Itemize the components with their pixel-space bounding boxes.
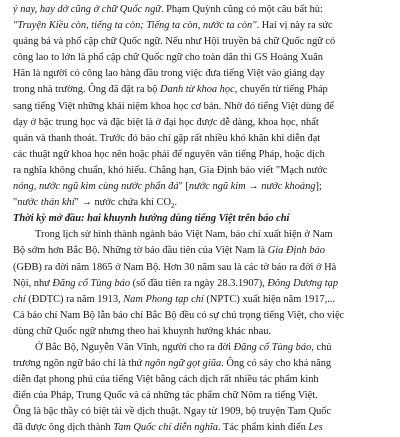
text-line bbox=[13, 260, 386, 276]
italic-text: Les bbox=[308, 422, 323, 434]
text-segment: Ở Bắc Bộ, Nguyễn Văn Vĩnh, người cho ra đời bbox=[35, 341, 234, 353]
italic-text: Tam Quốc chí diễn nghĩa bbox=[113, 422, 218, 434]
text-segment: . Phạm Quỳnh cũng có một câu bất hủ: bbox=[160, 4, 323, 15]
text-line bbox=[13, 227, 386, 243]
text-segment: " bbox=[13, 197, 18, 209]
text-segment: . Ông có sáy cho khả năng bbox=[221, 358, 332, 370]
italic-text: Gia Định báo bbox=[267, 245, 325, 257]
text-line bbox=[13, 115, 386, 131]
text-line bbox=[13, 131, 386, 147]
italic-text: ngôn ngữ gọt giũa bbox=[144, 358, 222, 370]
italic-text: Nam Phong tạp chí bbox=[123, 293, 204, 305]
text-segment: Cả báo chí Nam Bộ lẫn báo chí Bắc Bộ đều có sự chú trọng tiếng Việt, cho việc bbox=[13, 309, 345, 321]
text-line bbox=[13, 292, 386, 308]
text-line bbox=[13, 388, 386, 404]
text-line bbox=[13, 82, 386, 98]
text-line bbox=[13, 99, 386, 115]
text-segment: dạy ở bậc trung học và đặc biệt là ở đại học được dễ dàng, khoa học, nhất bbox=[13, 116, 319, 128]
text-segment: → bbox=[245, 181, 262, 193]
text-segment: quán và thanh thoát. Trước đó báo chí gặp rất nhiều khó khăn khi diễn đạt bbox=[13, 132, 321, 144]
text-line bbox=[13, 308, 386, 324]
italic-text: nước khoáng bbox=[261, 181, 316, 193]
text-segment: (ĐDTC) ra năm 1913, bbox=[25, 293, 124, 305]
text-segment: (GĐB) ra đời năm 1865 ở Nam Bộ. Hơn 30 năm sau là các tờ báo ra đời ở Hà bbox=[13, 261, 337, 273]
italic-text: nước thán khí bbox=[17, 197, 75, 209]
text-segment: (số đầu tiên ra ngày 28.3.1907), bbox=[130, 277, 268, 289]
text-line bbox=[13, 340, 386, 356]
text-line bbox=[13, 404, 386, 420]
subscript-text: 2 bbox=[170, 202, 175, 211]
text-segment: , chuyển từ tiếng Pháp bbox=[234, 84, 328, 96]
text-segment: . Tác phẩm kinh điển bbox=[217, 422, 309, 434]
text-line bbox=[13, 420, 386, 436]
section-heading bbox=[13, 211, 386, 227]
text-segment: các thuật ngữ khoa học nên hoặc phải để nguyên văn tiếng Pháp, hoặc dịch bbox=[13, 148, 325, 160]
text-segment: dùng chữ Quốc ngữ nhưng theo hai khuynh hướng khác nhau. bbox=[13, 325, 272, 337]
text-line bbox=[13, 372, 386, 388]
text-segment: " [ bbox=[178, 181, 189, 193]
text-segment: ]; bbox=[315, 181, 322, 193]
text-segment: đã được ông dịch thành bbox=[13, 422, 114, 434]
italic-text: Đông Dương tạp bbox=[267, 277, 339, 289]
text-line bbox=[13, 147, 386, 163]
text-segment: diễn đạt phong phú của tiếng Việt bằng cách dịch rất nhiều tác phẩm kinh bbox=[13, 374, 319, 386]
text-segment: điển của Pháp, Trung Quốc và cả những tác phẩm chữ Nôm ra tiếng Việt. bbox=[13, 390, 318, 402]
text-segment: sang tiếng Việt những khái niệm khoa học cơ bản. Nhờ đó tiếng Việt dùng để bbox=[13, 100, 334, 112]
text-segment: . bbox=[174, 197, 178, 209]
text-line bbox=[13, 163, 386, 179]
text-line bbox=[13, 34, 386, 50]
text-line bbox=[13, 195, 386, 211]
text-segment: , chủ bbox=[311, 341, 332, 353]
italic-text: Danh từ khoa học bbox=[160, 84, 235, 96]
text-segment: ra nghĩa không chuẩn, khó hiểu. Chẳng hạn, Gia Định báo viết "Mạch nước bbox=[13, 164, 328, 176]
italic-text: "Truyện Kiều còn, tiếng ta còn; Tiếng ta còn, nước ta còn" bbox=[13, 20, 257, 32]
text-line bbox=[13, 66, 386, 82]
text-segment: . Hai vị này ra sức bbox=[256, 20, 333, 32]
text-line bbox=[13, 18, 386, 34]
italic-text: ý nay, hay dở cũng ở chữ Quốc ngữ bbox=[13, 4, 161, 15]
text-segment: (NPTC) xuất hiện năm 1917,... bbox=[203, 293, 336, 305]
text-line bbox=[13, 276, 386, 292]
italic-text: Đăng cổ Tùng báo bbox=[233, 341, 312, 353]
text-segment: " → nước chứa khí CO bbox=[74, 197, 171, 209]
text-line bbox=[13, 356, 386, 372]
text-segment: công lao to lớn là phổ cập chữ Quốc ngữ cho toàn dân thì GS Hoàng Xuân bbox=[13, 52, 323, 64]
text-line bbox=[13, 243, 386, 259]
text-segment: Nội, như bbox=[13, 277, 53, 289]
text-segment: Thời kỳ mở đầu: hai khuynh hướng dùng tiếng Việt trên báo chí bbox=[13, 213, 290, 225]
text-line bbox=[13, 2, 386, 18]
text-segment: Ông là bậc thầy có biệt tài về dịch thuật. Ngay từ 1909, bộ truyện Tam Quốc bbox=[13, 406, 332, 418]
italic-text: chí bbox=[13, 293, 26, 305]
text-segment: quảng bá và phổ cập chữ Quốc ngữ. Nếu như Hội truyền bá chữ Quốc ngữ có bbox=[13, 36, 336, 48]
italic-text: nước ngũ kim bbox=[188, 181, 246, 193]
text-segment: trong nhà trường. Ông đã đặt ra bộ bbox=[13, 84, 161, 96]
text-line bbox=[13, 50, 386, 66]
italic-text: nóng, nước ngũ kim cùng nước phẩn đá bbox=[13, 181, 179, 193]
text-line bbox=[13, 179, 386, 195]
italic-text: Đăng cổ Tùng báo bbox=[52, 277, 131, 289]
text-segment: Trong lịch sử hình thành ngành báo Việt Nam, báo chí xuất hiện ở Nam bbox=[35, 229, 333, 241]
text-line bbox=[13, 324, 386, 340]
text-segment: Hãn là người có công lao hàng đầu trong việc đưa tiếng Việt vào giảng dạy bbox=[13, 68, 325, 80]
text-segment: Bộ sớm hơn Bắc Bộ. Những tờ báo đầu tiên của Việt Nam là bbox=[13, 245, 268, 257]
text-segment: trương ngôn ngữ báo chí là thứ bbox=[13, 358, 145, 370]
